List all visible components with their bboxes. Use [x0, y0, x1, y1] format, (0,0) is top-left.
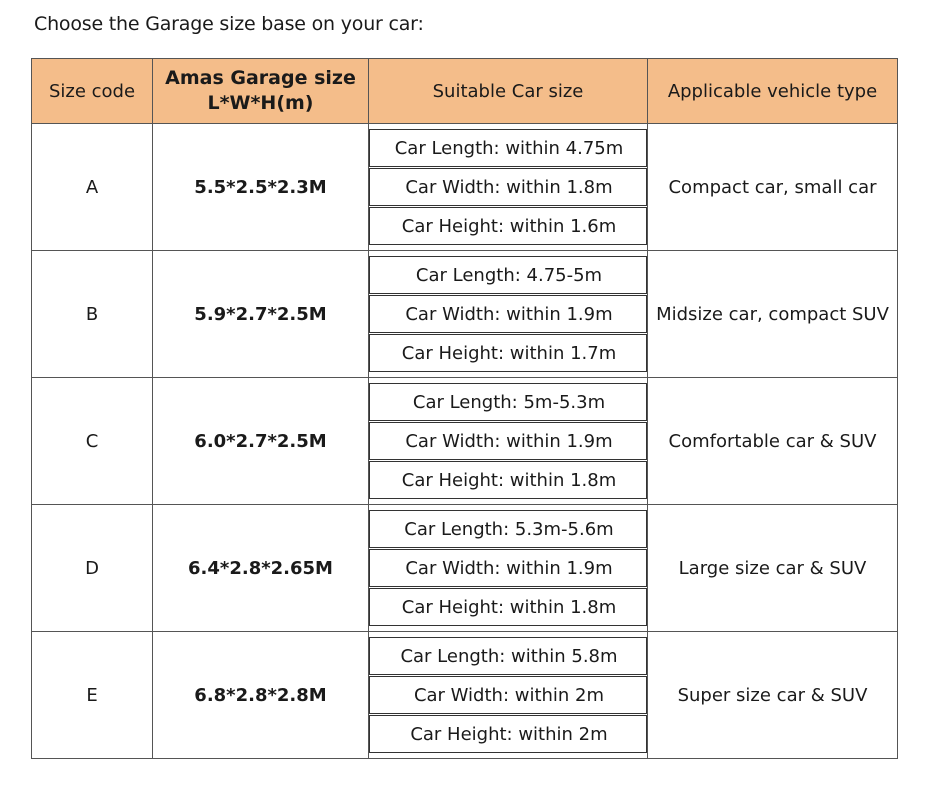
car-width-line: Car Width: within 1.9m: [369, 295, 647, 333]
car-length-line: Car Length: within 5.8m: [369, 637, 647, 675]
suitable-size-cell: [369, 505, 648, 632]
garage-size-table: [31, 58, 898, 759]
page-title: Choose the Garage size base on your car:: [34, 13, 424, 35]
car-length-line: Car Length: 5m-5.3m: [369, 383, 647, 421]
car-width-line: Car Width: within 1.8m: [369, 168, 647, 206]
vehicle-type-cell: Compact car, small car: [648, 124, 898, 251]
table-row: [32, 378, 898, 505]
suitable-size-cell: [369, 378, 648, 505]
vehicle-type-cell: Super size car & SUV: [648, 632, 898, 759]
car-height-line: Car Height: within 1.8m: [369, 588, 647, 626]
header-garage-size: [153, 59, 369, 124]
header-vehicle-type: Applicable vehicle type: [648, 59, 898, 124]
header-garage-size-line2: L*W*H(m): [207, 92, 314, 114]
garage-size-cell: 6.4*2.8*2.65M: [153, 505, 369, 632]
car-height-line: Car Height: within 1.7m: [369, 334, 647, 372]
vehicle-type-cell: Midsize car, compact SUV: [648, 251, 898, 378]
car-length-line: Car Length: 4.75-5m: [369, 256, 647, 294]
size-code-cell: D: [32, 505, 153, 632]
table-row: [32, 505, 898, 632]
car-height-line: Car Height: within 2m: [369, 715, 647, 753]
car-width-line: Car Width: within 1.9m: [369, 422, 647, 460]
car-height-line: Car Height: within 1.6m: [369, 207, 647, 245]
header-suitable-car-size: Suitable Car size: [369, 59, 648, 124]
garage-size-cell: 5.5*2.5*2.3M: [153, 124, 369, 251]
suitable-size-cell: [369, 632, 648, 759]
table-row: [32, 251, 898, 378]
suitable-size-cell: [369, 124, 648, 251]
garage-size-cell: 6.0*2.7*2.5M: [153, 378, 369, 505]
garage-size-cell: 5.9*2.7*2.5M: [153, 251, 369, 378]
vehicle-type-cell: Large size car & SUV: [648, 505, 898, 632]
header-size-code: Size code: [32, 59, 153, 124]
car-length-line: Car Length: within 4.75m: [369, 129, 647, 167]
table-row: [32, 632, 898, 759]
vehicle-type-cell: Comfortable car & SUV: [648, 378, 898, 505]
table-header-row: [32, 59, 898, 124]
size-code-cell: C: [32, 378, 153, 505]
garage-size-cell: 6.8*2.8*2.8M: [153, 632, 369, 759]
size-code-cell: B: [32, 251, 153, 378]
car-height-line: Car Height: within 1.8m: [369, 461, 647, 499]
size-code-cell: E: [32, 632, 153, 759]
size-code-cell: A: [32, 124, 153, 251]
suitable-size-cell: [369, 251, 648, 378]
header-garage-size-line1: Amas Garage size: [165, 67, 356, 89]
car-length-line: Car Length: 5.3m-5.6m: [369, 510, 647, 548]
car-width-line: Car Width: within 1.9m: [369, 549, 647, 587]
car-width-line: Car Width: within 2m: [369, 676, 647, 714]
table-row: [32, 124, 898, 251]
